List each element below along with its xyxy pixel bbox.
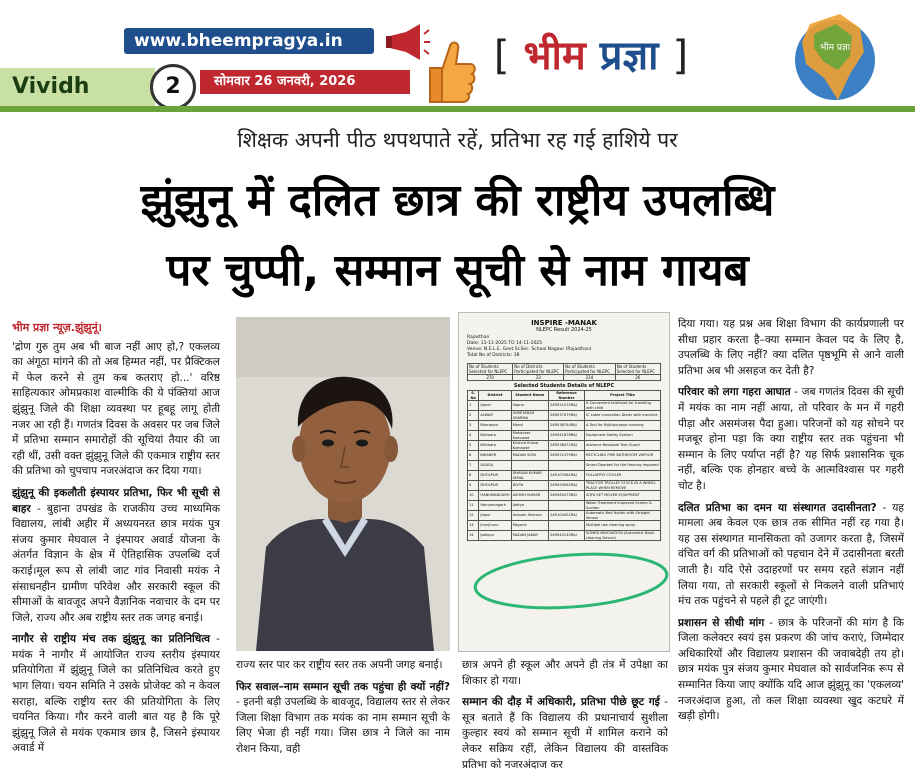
subheading: प्रशासन से सीधी मांग bbox=[678, 616, 765, 629]
students-header-cell: Reference Number bbox=[548, 391, 584, 401]
table-cell: ASHISH KUMAR bbox=[511, 491, 548, 501]
table-cell: Bhilwara bbox=[479, 441, 511, 451]
students-header-cell: S. No bbox=[468, 391, 479, 401]
document-subtitle: NLEPC Result 2024-25 bbox=[536, 327, 592, 333]
table-row bbox=[468, 431, 661, 441]
table-cell: 24R104451RAJ bbox=[548, 511, 584, 521]
table-cell: 2 bbox=[468, 411, 479, 421]
table-cell: RECYCLING FIRE BATHROOM VAPOUR bbox=[584, 451, 660, 461]
table-cell: Bharatpur bbox=[479, 421, 511, 431]
student-portrait-icon bbox=[236, 317, 450, 651]
table-cell: DHOLPUR bbox=[479, 481, 511, 491]
table-cell: DIVYA bbox=[511, 481, 548, 491]
headline-line-2: पर चुप्पी, सम्मान सूची से नाम गायब bbox=[166, 245, 749, 296]
table-cell: SOFA SET MOVER EQUIPMENT bbox=[584, 491, 660, 501]
subheading: सम्मान की दौड़ में अधिकारी, प्रतिभा पीछे छूट गई bbox=[462, 696, 660, 709]
article-column-1 bbox=[12, 320, 220, 770]
page-number: 2 bbox=[150, 64, 196, 110]
table-cell: Advance Reusable Tree Guard bbox=[584, 441, 660, 451]
document-meta bbox=[459, 333, 669, 361]
table-cell: Avinash Sharma bbox=[511, 511, 548, 521]
students-body bbox=[468, 401, 661, 541]
globe-map-icon bbox=[780, 4, 890, 108]
table-cell: Automatic Bed Holder with Straight Sensor bbox=[584, 511, 660, 521]
subheadline: शिक्षक अपनी पीठ थपथपाते रहें, प्रतिभा रह गई हाशिये पर bbox=[237, 128, 678, 152]
header-divider bbox=[0, 106, 915, 112]
table-cell: 3 bbox=[468, 421, 479, 431]
table-cell: 24R041876RAJ bbox=[548, 431, 584, 441]
students-header-cell: Student Name bbox=[511, 391, 548, 401]
table-row bbox=[468, 411, 661, 421]
table-cell: Bhilwara bbox=[479, 431, 511, 441]
paragraph bbox=[678, 501, 904, 610]
table-cell: Krishna Kumar Kumawat bbox=[511, 441, 548, 451]
table-cell: 24R021479RAJ bbox=[548, 451, 584, 461]
table-cell bbox=[548, 521, 584, 531]
document-venue: Venue: N.E.L.E. Govt.Sr.Sec. School Nagaur (Rajasthan) bbox=[467, 347, 592, 352]
table-row bbox=[468, 491, 661, 501]
paragraph bbox=[12, 632, 220, 757]
selected-table-title: Selected Students Details of NLEPC bbox=[513, 383, 615, 389]
paragraph: राज्य स्तर पार कर राष्ट्रीय स्तर तक अपनी जगह बनाई। bbox=[236, 659, 443, 671]
thumbs-up-icon bbox=[428, 38, 478, 104]
section-label: Vividh bbox=[0, 68, 155, 106]
table-cell: Multiple use cleaning spray bbox=[584, 521, 660, 531]
table-cell: 1 bbox=[468, 401, 479, 411]
table-cell: 9 bbox=[468, 481, 479, 491]
table-cell: 24R038471RAJ bbox=[548, 441, 584, 451]
table-cell: HANUMANGARH bbox=[479, 491, 511, 501]
table-cell: 24R038744RAJ bbox=[548, 421, 584, 431]
table-cell: Sapna bbox=[511, 401, 548, 411]
table-row bbox=[468, 511, 661, 521]
table-cell: SHREYANSH SHARMA bbox=[511, 411, 548, 421]
subheading: परिवार को लगा गहरा आघात bbox=[678, 386, 791, 399]
subheading: झुंझुनू की इकलौती इंस्पायर प्रतिभा, फिर भी सूची से बाहर bbox=[12, 486, 220, 515]
summary-header-cell: No of Students Selected for NLEPC bbox=[468, 364, 513, 375]
table-row bbox=[468, 441, 661, 451]
table-cell: 24R107461RAJ bbox=[548, 471, 584, 481]
paragraph bbox=[462, 695, 668, 772]
subheading: नागौर से राष्ट्रीय मंच तक झुंझुनू का प्रतिनिधित्व bbox=[12, 633, 210, 646]
website-url[interactable]: www.bheempragya.in bbox=[124, 28, 374, 54]
students-table bbox=[467, 390, 661, 541]
table-cell: Mahaveer Kumawat bbox=[511, 431, 548, 441]
document-date-range: Date: 11-11-2025 TO 14-11-2025 bbox=[467, 341, 543, 346]
summary-value-cell: 33 bbox=[513, 375, 564, 381]
table-cell: Hanumangarh bbox=[479, 501, 511, 511]
document-districts: Total No of Districts: 38 bbox=[467, 353, 520, 358]
table-cell: 24R059062RAJ bbox=[548, 481, 584, 491]
table-row bbox=[468, 401, 661, 411]
article-column-3 bbox=[462, 658, 668, 772]
paragraph bbox=[12, 486, 220, 626]
table-cell: TRACTOR TROLLEY STUCK IN A WHEEL PLACE WHEN REMOVE bbox=[584, 481, 660, 491]
table-cell: Jhunjhunu bbox=[479, 521, 511, 531]
paragraph bbox=[678, 385, 904, 494]
table-cell: DAUSA bbox=[479, 461, 511, 471]
table-cell: 14 bbox=[468, 531, 479, 541]
table-cell: Ajmer bbox=[479, 401, 511, 411]
table-cell: SOMED INNOVATION (Automatic Book-cleaning Device) bbox=[584, 531, 660, 541]
paragraph: 'द्रोण गुरु तुम अब भी बाज नहीं आए हो,? एकलव्य का अंगूठा मांगने की तो अब हिम्मत नहीं, पर प्रैक्टिकल में फेल करने से तुम कब कतराए हो...' वरिष्ठ साहित्यकार ओमप्रकाश वाल्मीकि की ये पंक्तियां आज झुंझुनू जिले की शिक्षा व्यवस्था पर हूबहू लागू होती नजर आ रही हैं। गणतंत्र दिवस के अवसर पर जब जिले में प्रतिभा सम्मान समारोहों की सूचियां तैयार की जा रही थीं, उसी वक्त झुंझुनू जिले की एकमात्र राष्ट्रीय स्तर की प्रतिभा को चुपचाप नजरअंदाज कर दिया गया। bbox=[12, 340, 220, 478]
table-cell: 6 bbox=[468, 451, 479, 461]
summary-value-cell: 234 bbox=[564, 375, 616, 381]
summary-value-cell: 270 bbox=[468, 375, 513, 381]
table-cell: 11 bbox=[468, 501, 479, 511]
paragraph-text: - मयंक ने नागौर में आयोजित राज्य स्तरीय इंस्पायर प्रतियोगिता में झुंझुनू जिले का प्रतिनिधित्व करते हुए भाग लिया। चयन समिति ने उसके प्रोजेक्ट को न केवल सराहा, बल्कि राष्ट्रीय स्तर की प्रतियोगिता के लिए चयनित किया। गौर करने वाली बात यह है कि पूरे झुंझुनू जिले से मयंक एकमात्र छात्र है, जिसने इंस्पायर अवार्ड में bbox=[12, 633, 220, 755]
table-row bbox=[468, 461, 661, 471]
article-column-2 bbox=[236, 658, 450, 772]
table-cell: 13 bbox=[468, 521, 479, 531]
table-cell: DHAVAN KUMAR SENAL bbox=[511, 471, 548, 481]
table-cell: 5 bbox=[468, 441, 479, 451]
issue-date: सोमवार 26 जनवरी, 2026 bbox=[200, 70, 410, 94]
newspaper-logo bbox=[482, 24, 700, 88]
globe-label: भीम प्रज्ञा bbox=[820, 43, 851, 53]
table-cell: Equipment Safety System bbox=[584, 431, 660, 441]
article-column-4 bbox=[678, 317, 904, 772]
summary-header-cell: No of Students Participated for NLEPC bbox=[564, 364, 616, 375]
table-cell: BIKANER bbox=[479, 451, 511, 461]
masthead bbox=[0, 0, 915, 112]
document-state: Rajasthan bbox=[467, 335, 490, 340]
table-cell: 8 bbox=[468, 471, 479, 481]
paragraph-text: - बुहाना उपखंड के राजकीय उच्च माध्यमिक विद्यालय, लांबी अहीर में अध्ययनरत छात्र मयंक पुत्र संजय कुमार मेघवाल ने इंस्पायर अवार्ड योजना के अंतर्गत विज्ञान के क्षेत्र में ऐतिहासिक उपलब्धि दर्ज कराई।मूल रूप से लांबी जाट गांव निवासी मयंक ने संसाधनहीन ग्रामीण परिवेश और सरकारी स्कूल की सीमाओं के बावजूद अपने वैज्ञानिक नवाचार के दम पर जिले, राज्य और अब राष्ट्रीय स्तर तक जगह बनाई। bbox=[12, 502, 220, 624]
table-cell: Jaipur bbox=[479, 511, 511, 521]
table-row bbox=[468, 501, 661, 511]
summary-value-cell: 26 bbox=[615, 375, 660, 381]
paragraph-text: - सूत्र बताते हैं कि विद्यालय की प्रधानाचार्य सुशीला कुल्हार स्वयं को सम्मान सूची में शामिल कराने को लेकर सक्रिय रहीं, लेकिन विद्यालय की वास्तविक प्रतिभा को नजरअंदाज कर bbox=[462, 696, 668, 771]
summary-header-row bbox=[468, 364, 661, 375]
students-header-cell: District bbox=[479, 391, 511, 401]
paragraph-text: - जब गणतंत्र दिवस की सूची में मयंक का नाम नहीं आया, तो परिवार के मन में गहरी पीड़ा और असमंजस पैदा हुआ। परिजनों को यह सोचने पर मजबूर होना पड़ा कि क्या राष्ट्रीय स्तर तक पहुंचना भी सम्मान के लिए पर्याप्त नहीं है? यह सिर्फ प्रशासनिक चूक नहीं, बल्कि एक होनहार बच्चे के आत्मविश्वास पर गहरी चोट है। bbox=[678, 386, 904, 492]
table-cell bbox=[548, 461, 584, 471]
students-header-row bbox=[468, 391, 661, 401]
table-cell: 24R085473RAJ bbox=[548, 491, 584, 501]
logo-bracket-left: [ bbox=[493, 33, 510, 79]
table-row bbox=[468, 471, 661, 481]
table-row bbox=[468, 481, 661, 491]
table-cell: FULLAPPLY COOLER bbox=[584, 471, 660, 481]
table-cell bbox=[511, 461, 548, 471]
table-cell bbox=[548, 501, 584, 511]
table-row bbox=[468, 531, 661, 541]
table-cell: Smart Doorbell for the Hearing Impaired bbox=[584, 461, 660, 471]
table-row bbox=[468, 451, 661, 461]
table-cell: Manvi bbox=[511, 421, 548, 431]
table-cell: Aditya bbox=[511, 501, 548, 511]
table-cell: DHOLPUR bbox=[479, 471, 511, 481]
table-cell: 24R021070RAJ bbox=[548, 401, 584, 411]
student-photo bbox=[236, 317, 450, 651]
headline-line-1: झुंझुनू में दलित छात्र की राष्ट्रीय उपलब्धि bbox=[140, 175, 775, 226]
paragraph-text: - यह मामला अब केवल एक छात्र तक सीमित नहीं रह गया है। यह उस संस्थागत मानसिकता को उजागर करता है, जिसमें वंचित वर्ग की प्रतिभाओं को पहचान देने में उदासीनता बरती जाती है। यदि ऐसे उदाहरणों पर समय रहते संज्ञान नहीं लिया गया, तो सरकारी स्कूलों से निकलने वाली प्रतिभाएं मंच तक पहुंचने से पहले ही टूट जाएंगी। bbox=[678, 501, 904, 608]
logo-word-pragya: प्रज्ञा bbox=[599, 33, 659, 79]
paragraph: दिया गया। यह प्रश्न अब शिक्षा विभाग की कार्यप्रणाली पर सीधा प्रहार करता है–क्या सम्मान केवल पद के लिए है, उपलब्धि के लिए नहीं? क्या दलित पृष्ठभूमि से आने वाली प्रतिभा अब भी असहज कर देती है? bbox=[678, 318, 904, 377]
table-cell: Water Treatment Improved Screen & Suction bbox=[584, 501, 660, 511]
table-cell: MADAN SONI bbox=[511, 451, 548, 461]
table-row bbox=[468, 421, 661, 431]
students-header-cell: Project Title bbox=[584, 391, 660, 401]
table-cell: 24R043140RAJ bbox=[548, 531, 584, 541]
summary-header-cell: No of Students Selected for NLEPC bbox=[615, 364, 660, 375]
paragraph-text: - इतनी बड़ी उपलब्धि के बावजूद, विद्यालय स्तर से लेकर जिला शिक्षा विभाग तक मयंक का नाम सम्मान सूची के लिए भेजा ही नहीं गया। जिस छात्र ने जिले का नाम रोशन किया, वही bbox=[236, 696, 450, 755]
table-cell: 7 bbox=[468, 461, 479, 471]
news-source: भीम प्रज्ञा न्यूज़.झुंझुनूं। bbox=[12, 321, 102, 334]
table-cell: A Convenient briefcase for traveling with child bbox=[584, 401, 660, 411]
megaphone-icon bbox=[384, 22, 430, 62]
paragraph: छात्र अपने ही स्कूल और अपने ही तंत्र में उपेक्षा का शिकार हो गया। bbox=[462, 659, 668, 687]
table-cell: Jodhpur bbox=[479, 531, 511, 541]
summary-header-cell: No of Districts Participated for NLEPC bbox=[513, 364, 564, 375]
table-cell: 24R037479RAJ bbox=[548, 411, 584, 421]
subheading: दलित प्रतिभा का दमन या संस्थागत उदासीनता? bbox=[678, 501, 877, 514]
logo-word-bheem: भीम bbox=[523, 33, 586, 79]
logo-bracket-right: ] bbox=[672, 33, 689, 79]
table-cell: 4 bbox=[468, 431, 479, 441]
document-title: INSPIRE -MANAK bbox=[531, 319, 597, 327]
headline bbox=[10, 166, 905, 306]
summary-table bbox=[467, 363, 661, 381]
paragraph bbox=[678, 616, 904, 725]
paragraph-text: - छात्र के परिजनों की मांग है कि जिला कलेक्टर स्वयं इस प्रकरण की जांच कराएं, जिम्मेदार अधिकारियों और विद्यालय प्रशासन की जवाबदेही तय हो। छात्र मयंक पुत्र संजय कुमार मेघवाल को सार्वजनिक रूप से सम्मानित किया जाए क्योंकि यदि आज झुंझुनू का 'एकलव्य' नजरअंदाज हुआ, तो कल शिक्षा व्यवस्था खुद कटघरे में खड़ी होगी। bbox=[678, 616, 904, 723]
table-row bbox=[468, 521, 661, 531]
table-cell: A Tool for Multipurpose cleaning bbox=[584, 421, 660, 431]
result-document-image bbox=[458, 312, 670, 652]
table-cell: ALWAR bbox=[479, 411, 511, 421]
table-cell: 10 bbox=[468, 491, 479, 501]
table-cell: MADAN JAKAR bbox=[511, 531, 548, 541]
table-cell: IC cable innovation Dialer with machine bbox=[584, 411, 660, 421]
paragraph bbox=[236, 680, 450, 758]
subheading: फिर सवाल–नाम सम्मान सूची तक पहुंचा ही क्यों नहीं? bbox=[236, 680, 450, 693]
table-cell: 12 bbox=[468, 511, 479, 521]
table-cell: Mayank bbox=[511, 521, 548, 531]
summary-value-row bbox=[468, 375, 661, 381]
